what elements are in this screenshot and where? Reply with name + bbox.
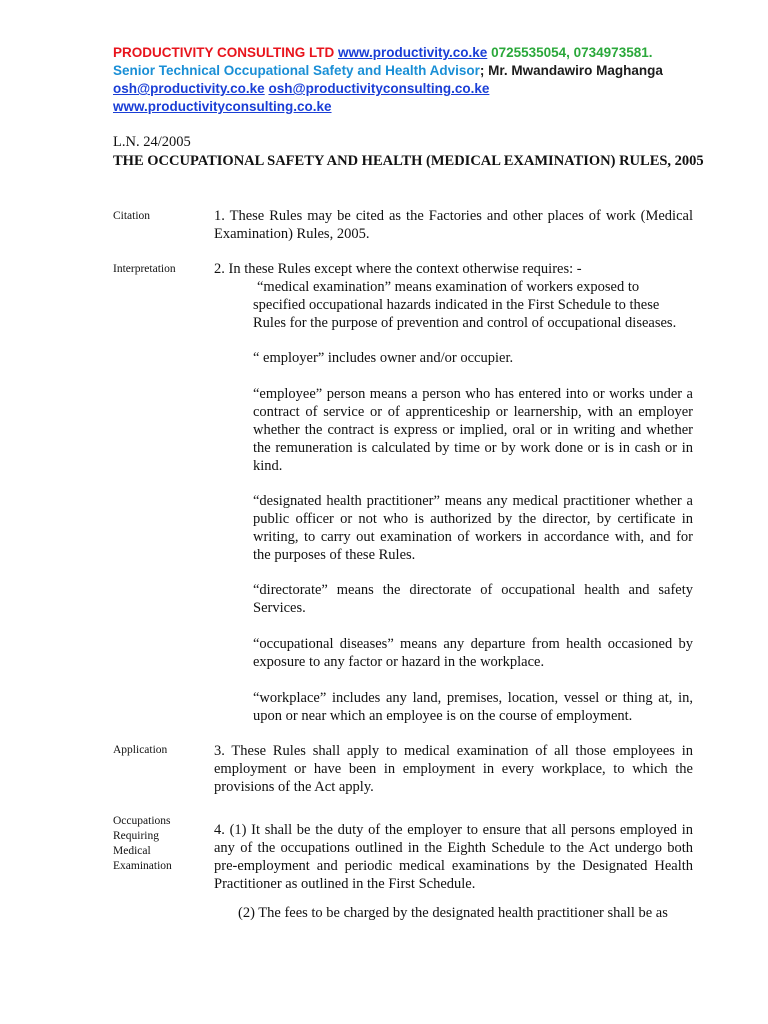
margin-label-interpretation: Interpretation bbox=[113, 263, 176, 275]
margin-label-line: Medical bbox=[113, 845, 151, 857]
company-name: PRODUCTIVITY CONSULTING LTD bbox=[113, 45, 335, 60]
email-link-2[interactable]: osh@productivityconsulting.co.ke bbox=[268, 81, 490, 96]
margin-label-line: Examination bbox=[113, 860, 172, 872]
definition-employer: “ employer” includes owner and/or occupier. bbox=[253, 350, 514, 366]
definition-workplace: “workplace” includes any land, premises, location, vessel or thing at, in, upon or near which an employee is on the course of employment. bbox=[253, 690, 693, 724]
margin-label-citation: Citation bbox=[113, 210, 151, 222]
definition-occupational-diseases: “occupational diseases” means any departure from health occasioned by exposure to any factor or hazard in the workplace. bbox=[253, 636, 693, 670]
letterhead-line-4 bbox=[113, 98, 733, 116]
letterhead-line-2 bbox=[113, 62, 733, 80]
letterhead bbox=[113, 44, 733, 116]
letterhead-line-3 bbox=[113, 80, 733, 98]
website-link-1[interactable]: www.productivity.co.ke bbox=[338, 45, 488, 60]
email-link-1[interactable]: osh@productivity.co.ke bbox=[113, 81, 265, 96]
margin-label-line: Occupations bbox=[113, 815, 171, 827]
legal-notice-number: L.N. 24/2005 bbox=[113, 134, 191, 150]
citation-text: 1. These Rules may be cited as the Factories and other places of work (Medical Examination) Rules, 2005. bbox=[214, 208, 693, 242]
definition-employee: “employee” person means a person who has entered into or works under a contract of service or of apprenticeship or learnership, with an employer whether the contract is express or implied, oral or in writing and whether the remuneration is calculated by time or by work done or is in cash or in kind. bbox=[253, 386, 693, 474]
advisor-role: Senior Technical Occupational Safety and Health Advisor bbox=[113, 63, 480, 78]
occupations-subsection-2: (2) The fees to be charged by the designated health practitioner shall be as bbox=[238, 905, 668, 921]
document-title: THE OCCUPATIONAL SAFETY AND HEALTH (MEDICAL EXAMINATION) RULES, 2005 bbox=[113, 153, 704, 169]
phone-numbers: 0725535054, 0734973581. bbox=[491, 45, 653, 60]
occupations-text: 4. (1) It shall be the duty of the employer to ensure that all persons employed in any of the occupations outlined in the Eighth Schedule to the Act undergo both pre-employment and periodic medical examinations by the Designated Health Practitioner as outlined in the First Schedule. bbox=[214, 822, 693, 892]
interpretation-intro: 2. In these Rules except where the context otherwise requires: - bbox=[214, 261, 582, 277]
margin-label-application: Application bbox=[113, 744, 168, 756]
website-link-2[interactable]: www.productivityconsulting.co.ke bbox=[113, 99, 332, 114]
application-text: 3. These Rules shall apply to medical examination of all those employees in employment or have been in employment in every workplace, to which the provisions of the Act apply. bbox=[214, 743, 693, 795]
advisor-separator: ; bbox=[479, 63, 485, 78]
letterhead-line-1 bbox=[113, 44, 733, 62]
advisor-name: Mr. Mwandawiro Maghanga bbox=[488, 63, 663, 78]
margin-label-line: Requiring bbox=[113, 830, 159, 842]
definition-medical-examination-first: “medical examination” means examination of workers exposed to bbox=[257, 279, 640, 295]
definition-directorate: “directorate” means the directorate of occupational health and safety Services. bbox=[253, 582, 693, 616]
margin-label-occupations bbox=[113, 814, 203, 874]
definition-medical-examination-rest: specified occupational hazards indicated in the First Schedule to these Rules for the purpose of prevention and control of occupational diseases. bbox=[253, 297, 677, 331]
definition-designated-health-practitioner: “designated health practitioner” means any medical practitioner whether a public officer or not who is authorized by the director, by certificate in writing, to carry out examination of workers in accordance with, and for the purposes of these Rules. bbox=[253, 493, 693, 563]
